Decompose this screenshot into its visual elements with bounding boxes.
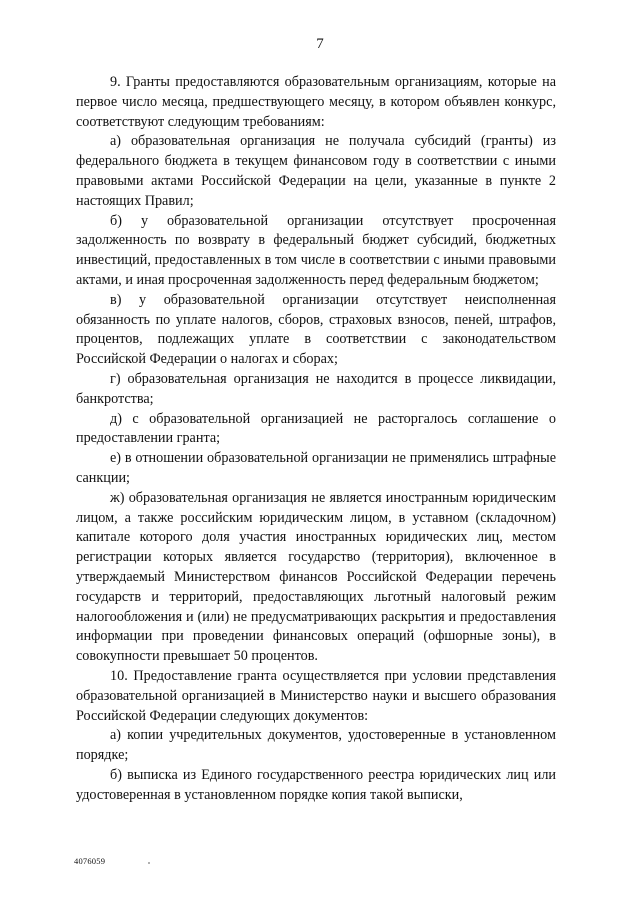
scan-artifact-dot <box>148 862 150 864</box>
paragraph-10b: б) выписка из Единого государственного реестра юридических лиц или удостоверенная в установленном порядке копия такой выписки, <box>76 766 556 803</box>
paragraph-9: 9. Гранты предоставляются образовательным организациям, которые на первое число месяца, предшествующего месяцу, в котором объявлен конкурс, соответствуют следующим требованиям: <box>76 74 556 130</box>
paragraph-9zh: ж) образовательная организация не является иностранным юридическим лицом, а также российским юридическим лицом, в уставном (складочном) капитале которого доля участия иностранных юридических лиц, местом регистрации которых является государство (территория), включенное в утверждаемый Министерством финансов Российской Федерации перечень государств и территорий, предоставляющих льготный налоговый режим налогообложения и (или) не предусматривающих раскрытия и предоставления информации при проведении финансовых операций (офшорные зоны), в совокупности превышает 50 процентов. <box>76 489 556 665</box>
paragraph-9d: д) с образовательной организацией не расторгалось соглашение о предоставлении гранта; <box>76 410 556 447</box>
paragraph-10: 10. Предоставление гранта осуществляется при условии представления образовательной организацией в Министерство науки и высшего образования Российской Федерации следующих документов: <box>76 667 556 724</box>
paragraph-9b: б) у образовательной организации отсутствует просроченная задолженность по возврату в федеральный бюджет субсидий, бюджетных инвестиций, предоставленных в том числе в соответствии с иными правовыми актами, и иная просроченная задолженность перед федеральным бюджетом; <box>76 212 556 288</box>
paragraph-9v: в) у образовательной организации отсутствует неисполненная обязанность по уплате налогов, сборов, страховых взносов, пеней, штрафов, процентов, подлежащих уплате в соответствии с законодательством Российской Федерации о налогах и сборах; <box>76 291 556 368</box>
paragraph-9a: а) образовательная организация не получала субсидий (гранты) из федерального бюджета в текущем финансовом году в соответствии с иными правовыми актами Российской Федерации на цели, указанные в пункте 2 настоящих Правил; <box>76 133 556 209</box>
document-body <box>76 73 556 805</box>
paragraph-9e: е) в отношении образовательной организации не применялись штрафные санкции; <box>76 450 556 486</box>
paragraph-10a: а) копии учредительных документов, удостоверенные в установленном порядке; <box>76 727 556 764</box>
paragraph-9g: г) образовательная организация не находится в процессе ликвидации, банкротства; <box>76 370 556 407</box>
document-id: 4076059 <box>74 856 106 866</box>
page-number: 7 <box>316 36 324 52</box>
